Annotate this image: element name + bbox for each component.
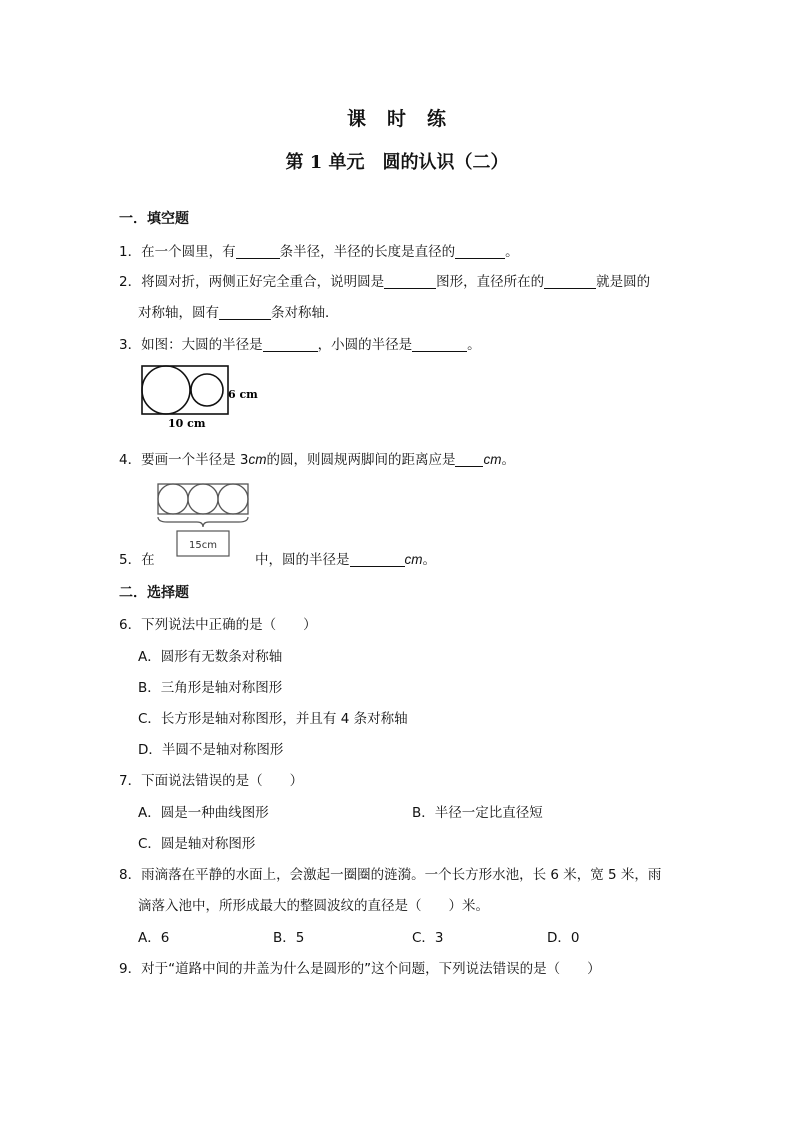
q2b-text-a: 对称轴，圆有: [138, 305, 219, 321]
q3-big-circle: [142, 366, 190, 414]
q5-circle-2: [188, 484, 218, 514]
q2-text-a: 2．将圆对折，两侧正好完全重合，说明圆是: [119, 274, 385, 290]
question-3: [119, 333, 481, 353]
q5-circle-3: [218, 484, 248, 514]
q4-text-a: 4．要画一个半径是 3: [119, 452, 249, 468]
question-8-cont: 滴落入池中，所形成最大的整圆波纹的直径是（ ）米。: [138, 898, 489, 914]
q4-unit-1: cm: [248, 452, 267, 467]
q5-length-label: 15cm: [189, 540, 217, 551]
q5-text-b: 中，圆的半径是: [255, 552, 350, 568]
question-7: 7．下面说法错误的是（ ）: [119, 773, 304, 789]
section-heading-fill-in: 一．填空题: [119, 211, 189, 227]
q8-option-b[interactable]: B．5: [273, 930, 305, 946]
q4-blank[interactable]: [455, 452, 483, 467]
q2-text-b: 图形，直径所在的: [436, 274, 545, 290]
q3-rectangle: [142, 366, 228, 414]
q5-unit: cm: [404, 552, 423, 567]
question-4: [119, 448, 515, 468]
q6-option-a[interactable]: A．圆形有无数条对称轴: [138, 649, 283, 665]
q2-blank-3[interactable]: [219, 305, 271, 320]
q2-text-c: 就是圆的: [596, 274, 651, 290]
q3-blank-1[interactable]: [263, 337, 318, 352]
question-2: [119, 270, 650, 290]
q8-option-a[interactable]: A．6: [138, 930, 170, 946]
q6-option-d[interactable]: D．半圆不是轴对称图形: [138, 742, 284, 758]
q2b-text-b: 条对称轴．: [271, 305, 339, 321]
q5-brace: [158, 517, 248, 527]
q5-text-a: 5．在: [119, 552, 155, 568]
question-5: [119, 548, 155, 568]
q8-option-c[interactable]: C．3: [412, 930, 444, 946]
question-9: 9．对于“道路中间的井盖为什么是圆形的”这个问题，下列说法错误的是（ ）: [119, 961, 601, 977]
q1-text-c: 。: [505, 244, 519, 260]
q1-blank-1[interactable]: [236, 244, 280, 259]
q4-unit-2: cm: [483, 452, 502, 467]
q8-option-d[interactable]: D．0: [547, 930, 580, 946]
question-2-cont: [138, 301, 339, 321]
section-heading-multiple-choice: 二．选择题: [119, 585, 189, 601]
q3-small-circle: [191, 374, 223, 406]
q5-text-c: 。: [422, 552, 436, 568]
q6-option-b[interactable]: B．三角形是轴对称图形: [138, 680, 283, 696]
q7-option-b[interactable]: B．半径一定比直径短: [412, 805, 543, 821]
q5-three-circles-figure: [155, 480, 255, 562]
q2-blank-1[interactable]: [384, 274, 436, 289]
q3-height-label: 6 cm: [228, 388, 258, 401]
page-title: 课 时 练: [346, 108, 447, 130]
q6-option-c[interactable]: C．长方形是轴对称图形，并且有 4 条对称轴: [138, 711, 408, 727]
q7-option-c[interactable]: C．圆是轴对称图形: [138, 836, 256, 852]
q2-blank-2[interactable]: [544, 274, 596, 289]
q5-rectangle: [158, 484, 248, 514]
q3-text-a: 3．如图：大圆的半径是: [119, 337, 263, 353]
page-subtitle: 第 1 单元 圆的认识（二）: [285, 152, 509, 173]
q1-blank-2[interactable]: [455, 244, 505, 259]
question-1: [119, 240, 519, 260]
q3-text-c: 。: [467, 337, 481, 353]
q5-blank[interactable]: [350, 552, 405, 567]
q1-text-a: 1．在一个圆里，有: [119, 244, 236, 260]
q4-text-b: 的圆，则圆规两脚间的距离应是: [266, 452, 456, 468]
q1-text-b: 条半径，半径的长度是直径的: [279, 244, 456, 260]
question-8: 8．雨滴落在平静的水面上，会激起一圈圈的涟漪。一个长方形水池，长 6 米，宽 5 米，雨: [119, 867, 662, 883]
q3-width-label: 10 cm: [168, 417, 206, 430]
q3-blank-2[interactable]: [412, 337, 467, 352]
question-5-cont: [255, 548, 436, 568]
q7-option-a[interactable]: A．圆是一种曲线图形: [138, 805, 269, 821]
q4-text-c: 。: [501, 452, 515, 468]
q3-circles-figure: [138, 364, 268, 430]
q5-circle-1: [158, 484, 188, 514]
question-6: 6．下列说法中正确的是（ ）: [119, 617, 317, 633]
q3-text-b: ，小圆的半径是: [317, 337, 413, 353]
